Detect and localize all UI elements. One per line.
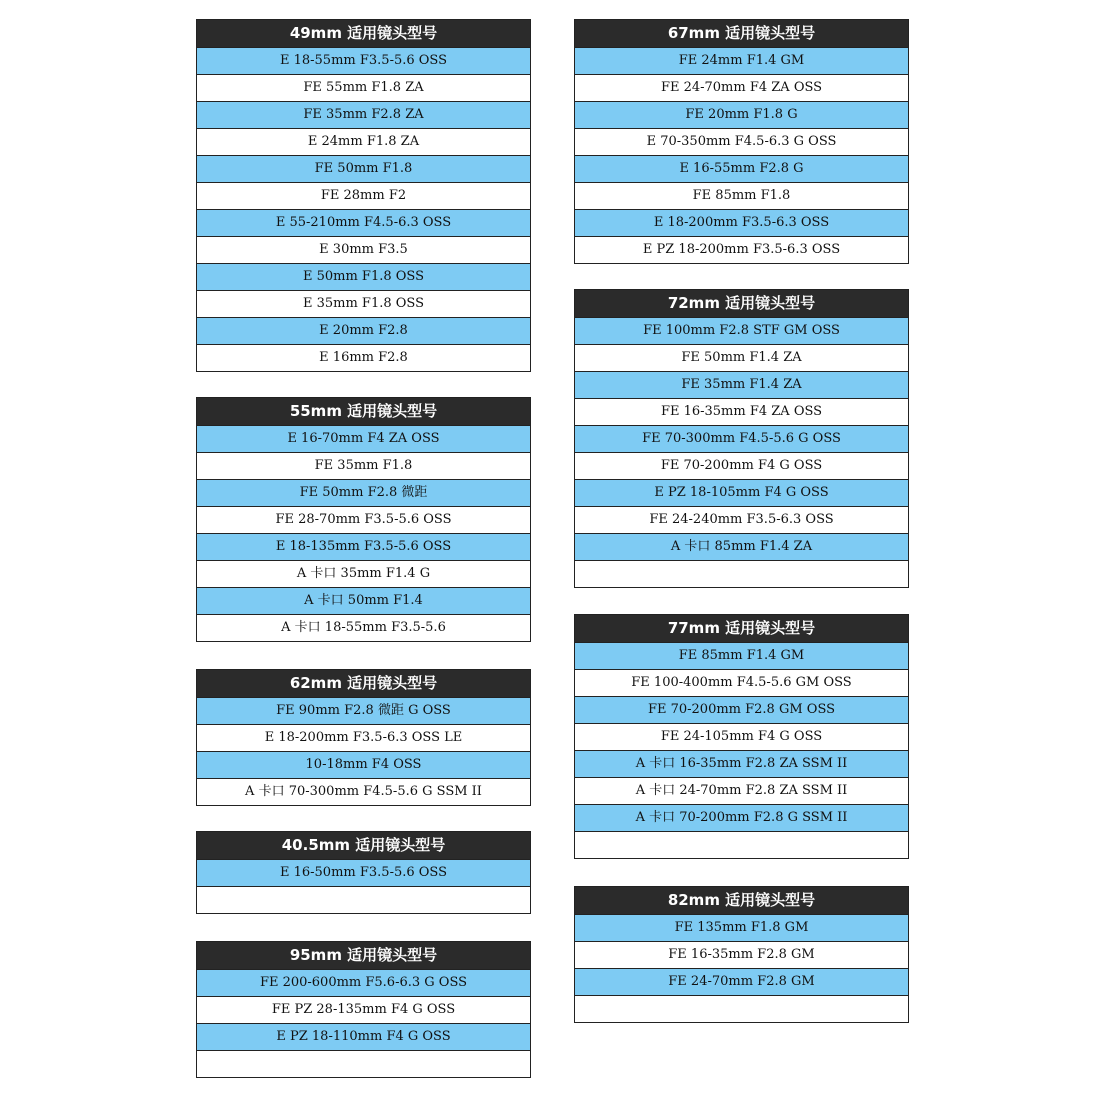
table-40-5mm [196,831,531,914]
table-95mm [196,941,531,1078]
table-row: E 16-55mm F2.8 G [575,155,908,182]
table-row: FE 35mm F1.4 ZA [575,371,908,398]
table-row: E PZ 18-110mm F4 G OSS [197,1023,530,1050]
table-row: E 16-50mm F3.5-5.6 OSS [197,859,530,886]
table-row: FE 100mm F2.8 STF GM OSS [575,317,908,344]
table-title: 82mm 适用镜头型号 [575,887,908,914]
table-row: FE 200-600mm F5.6-6.3 G OSS [197,969,530,996]
table-row: FE 50mm F2.8 微距 [197,479,530,506]
table-title: 49mm 适用镜头型号 [197,20,530,47]
table-row: E 16-70mm F4 ZA OSS [197,425,530,452]
table-row: E 55-210mm F4.5-6.3 OSS [197,209,530,236]
table-row: E 18-200mm F3.5-6.3 OSS [575,209,908,236]
table-row: FE 135mm F1.8 GM [575,914,908,941]
table-row: E PZ 18-105mm F4 G OSS [575,479,908,506]
table-row: FE 20mm F1.8 G [575,101,908,128]
table-row: FE 70-200mm F4 G OSS [575,452,908,479]
table-row: FE 70-300mm F4.5-5.6 G OSS [575,425,908,452]
table-row: E 70-350mm F4.5-6.3 G OSS [575,128,908,155]
table-row: FE 85mm F1.8 [575,182,908,209]
table-row: FE 28mm F2 [197,182,530,209]
table-55mm [196,397,531,642]
table-67mm [574,19,909,264]
table-row: FE 35mm F2.8 ZA [197,101,530,128]
table-title: 62mm 适用镜头型号 [197,670,530,697]
table-49mm [196,19,531,372]
table-77mm [574,614,909,859]
table-row: E 16mm F2.8 [197,344,530,371]
table-row: FE 55mm F1.8 ZA [197,74,530,101]
table-row [575,831,908,858]
table-row [575,560,908,587]
table-row [197,886,530,913]
table-row: FE 35mm F1.8 [197,452,530,479]
table-row: FE 85mm F1.4 GM [575,642,908,669]
table-row: E 30mm F3.5 [197,236,530,263]
table-row: FE 16-35mm F4 ZA OSS [575,398,908,425]
table-row [197,1050,530,1077]
table-row: 10-18mm F4 OSS [197,751,530,778]
table-row: E 20mm F2.8 [197,317,530,344]
table-row: FE 28-70mm F3.5-5.6 OSS [197,506,530,533]
table-title: 67mm 适用镜头型号 [575,20,908,47]
table-82mm [574,886,909,1023]
table-row: FE 100-400mm F4.5-5.6 GM OSS [575,669,908,696]
table-row: A 卡口 18-55mm F3.5-5.6 [197,614,530,641]
table-72mm [574,289,909,588]
table-row: FE 24mm F1.4 GM [575,47,908,74]
table-row: A 卡口 35mm F1.4 G [197,560,530,587]
table-row: E 35mm F1.8 OSS [197,290,530,317]
table-title: 77mm 适用镜头型号 [575,615,908,642]
table-row: E 18-200mm F3.5-6.3 OSS LE [197,724,530,751]
table-row: A 卡口 50mm F1.4 [197,587,530,614]
table-row: FE 24-105mm F4 G OSS [575,723,908,750]
table-row: A 卡口 24-70mm F2.8 ZA SSM II [575,777,908,804]
table-row: FE 50mm F1.4 ZA [575,344,908,371]
table-row: A 卡口 70-300mm F4.5-5.6 G SSM II [197,778,530,805]
table-row: A 卡口 85mm F1.4 ZA [575,533,908,560]
table-62mm [196,669,531,806]
table-row: FE 24-70mm F4 ZA OSS [575,74,908,101]
table-row: FE 90mm F2.8 微距 G OSS [197,697,530,724]
table-row: A 卡口 16-35mm F2.8 ZA SSM II [575,750,908,777]
table-row: E 24mm F1.8 ZA [197,128,530,155]
table-row: FE PZ 28-135mm F4 G OSS [197,996,530,1023]
table-row [575,995,908,1022]
table-row: E 50mm F1.8 OSS [197,263,530,290]
table-row: E 18-55mm F3.5-5.6 OSS [197,47,530,74]
table-row: FE 24-70mm F2.8 GM [575,968,908,995]
table-row: E 18-135mm F3.5-5.6 OSS [197,533,530,560]
table-title: 40.5mm 适用镜头型号 [197,832,530,859]
table-title: 72mm 适用镜头型号 [575,290,908,317]
table-row: A 卡口 70-200mm F2.8 G SSM II [575,804,908,831]
table-row: FE 50mm F1.8 [197,155,530,182]
table-row: FE 16-35mm F2.8 GM [575,941,908,968]
table-row: FE 24-240mm F3.5-6.3 OSS [575,506,908,533]
table-title: 55mm 适用镜头型号 [197,398,530,425]
table-row: FE 70-200mm F2.8 GM OSS [575,696,908,723]
table-row: E PZ 18-200mm F3.5-6.3 OSS [575,236,908,263]
table-title: 95mm 适用镜头型号 [197,942,530,969]
